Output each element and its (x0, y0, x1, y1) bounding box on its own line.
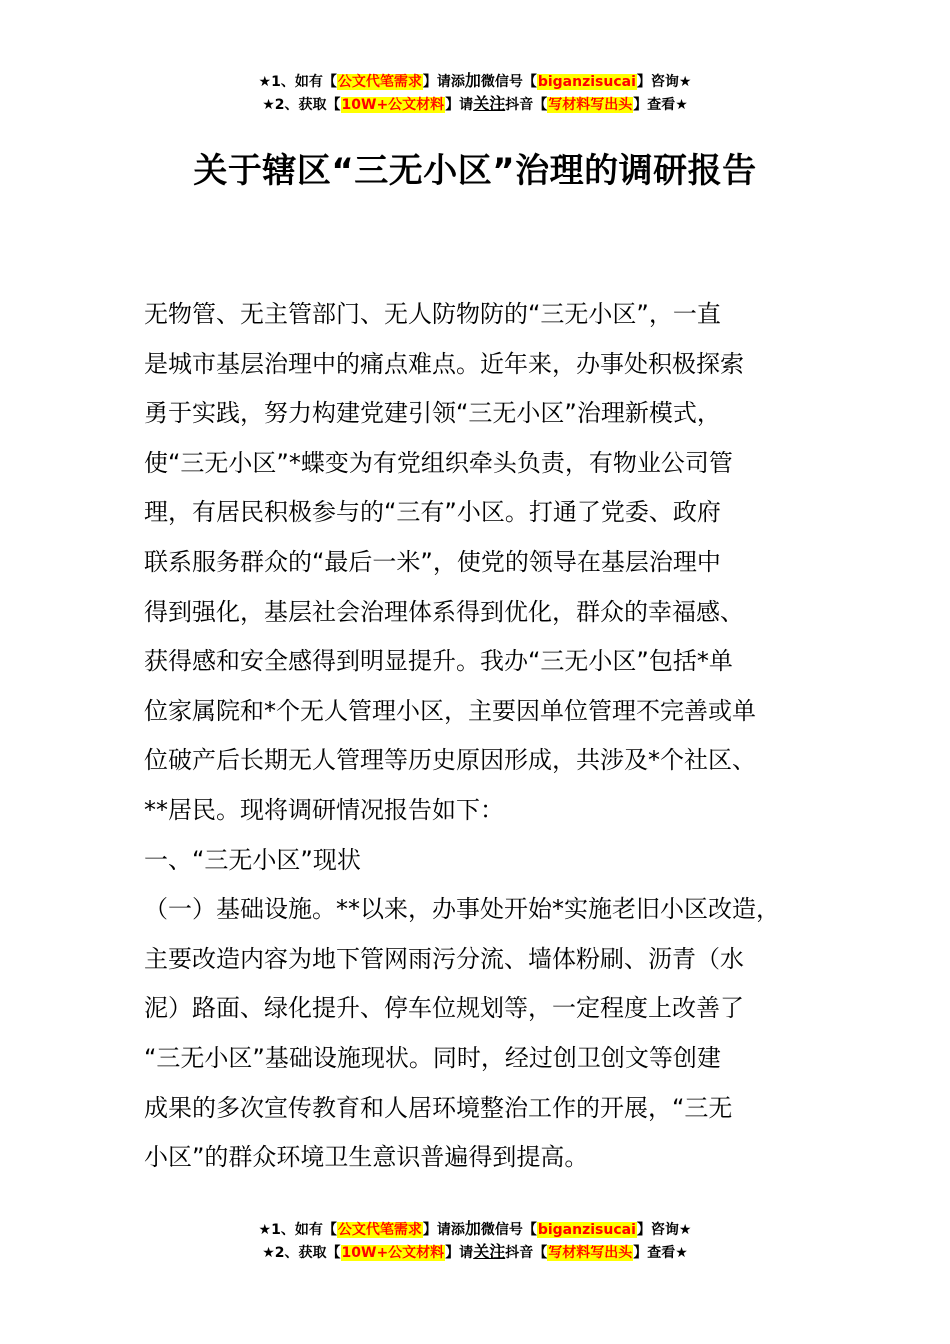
body-line: 无物管、无主管部门、无人防物防的“三无小区”，一直 (144, 300, 721, 328)
promo-highlight: 10W+公文材料 (341, 97, 445, 113)
promo-highlight: biganzisucai (537, 74, 636, 90)
promo-text: 】咨询★ (636, 1222, 692, 1238)
promo-line-2 (0, 1241, 950, 1264)
promo-text: 】咨询★ (636, 74, 692, 90)
body-line: 获得感和安全感得到明显提升。我办“三无小区”包括*单 (144, 647, 733, 676)
body-line: 位破产后长期无人管理等历史原因形成，共涉及*个社区、 (144, 746, 756, 775)
promo-highlight: biganzisucai (537, 1222, 636, 1238)
body-line: 使“三无小区”*蝶变为有党组织牵头负责，有物业公司管 (144, 448, 733, 477)
body-line: 理，有居民积极参与的“三有”小区。打通了党委、政府 (144, 498, 721, 527)
promo-text: 关注 (473, 1242, 506, 1261)
promo-text: ★2、获取【 (262, 1245, 341, 1261)
promo-text: ★1、如有【 (258, 1222, 337, 1238)
bottom-promo-banner (0, 1218, 950, 1264)
promo-line-1 (0, 70, 950, 93)
document-body (144, 290, 834, 1183)
promo-text: 】查看★ (633, 97, 688, 113)
promo-text: 抖音【 (505, 97, 548, 113)
promo-text: 微信号【 (480, 74, 537, 90)
body-line: “三无小区”基础设施现状。同时，经过创卫创文等创建 (144, 1043, 721, 1072)
promo-text: ★1、如有【 (258, 74, 337, 90)
promo-line-1 (0, 1218, 950, 1241)
promo-text: 加 (464, 71, 481, 90)
document-title: 关于辖区“三无小区”治理的调研报告 (193, 151, 757, 191)
promo-text: 】查看★ (633, 1245, 688, 1261)
promo-highlight: 10W+公文材料 (341, 1245, 445, 1261)
body-line: 位家属院和*个无人管理小区，主要因单位管理不完善或单 (144, 696, 756, 725)
body-line: 小区”的群众环境卫生意识普遍得到提高。 (144, 1143, 589, 1172)
promo-highlight: 写材料写出头 (548, 1245, 633, 1261)
body-line: （一）基础设施。**以来，办事处开始*实施老旧小区改造， (144, 895, 780, 924)
promo-highlight: 写材料写出头 (548, 97, 633, 113)
promo-text: ★2、获取【 (262, 97, 341, 113)
body-line: 得到强化，基层社会治理体系得到优化，群众的幸福感、 (144, 597, 744, 626)
promo-highlight: 公文代笔需求 (337, 74, 422, 90)
promo-line-2 (0, 93, 950, 116)
promo-text: 】请添 (422, 74, 465, 90)
body-line: 主要改造内容为地下管网雨污分流、墙体粉刷、沥青（水 (144, 944, 744, 973)
body-line: **居民。现将调研情况报告如下： (144, 795, 504, 824)
body-line: 勇于实践，努力构建党建引领“三无小区”治理新模式， (144, 399, 721, 428)
section-heading: 一、“三无小区”现状 (144, 845, 361, 874)
top-promo-banner (0, 70, 950, 116)
body-line: 是城市基层治理中的痛点难点。近年来，办事处积极探索 (144, 349, 744, 378)
body-line: 联系服务群众的“最后一米”，使党的领导在基层治理中 (144, 547, 721, 576)
body-line: 成果的多次宣传教育和人居环境整治工作的开展，“三无 (144, 1093, 733, 1122)
promo-text: 微信号【 (480, 1222, 537, 1238)
promo-text: 抖音【 (505, 1245, 548, 1261)
promo-text: 】请 (445, 1245, 474, 1261)
promo-text: 】请 (445, 97, 474, 113)
promo-highlight: 公文代笔需求 (337, 1222, 422, 1238)
body-line: 泥）路面、绿化提升、停车位规划等，一定程度上改善了 (144, 994, 744, 1023)
promo-text: 关注 (473, 94, 506, 113)
promo-text: 】请添 (422, 1222, 465, 1238)
promo-text: 加 (464, 1219, 481, 1238)
